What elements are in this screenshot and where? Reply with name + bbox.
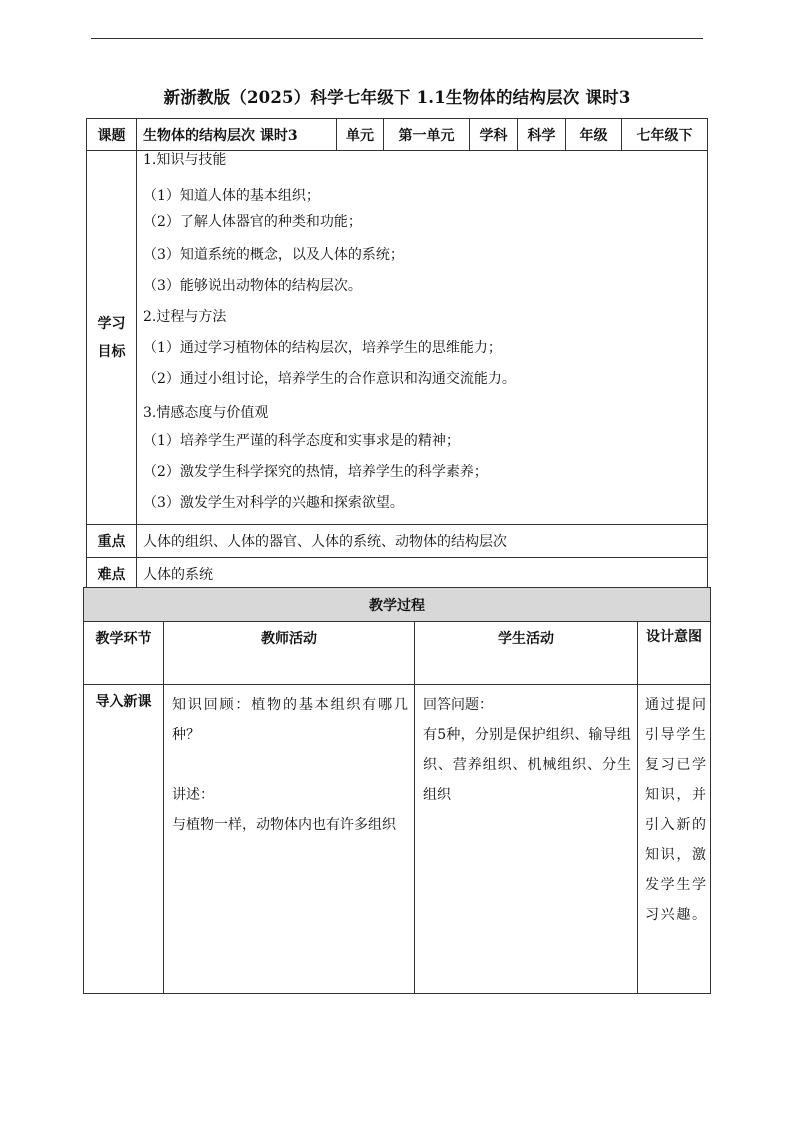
objective-item: （2）激发学生科学探究的热情，培养学生的科学素养；: [143, 464, 488, 480]
objectives-content: [137, 151, 708, 525]
header-rule: [91, 38, 703, 39]
grade-value: 七年级下: [622, 119, 708, 151]
column-design: 设计意图: [638, 622, 711, 685]
objective-item: （2）了解人体器官的种类和功能；: [143, 214, 362, 230]
teacher-narration-label: 讲述：: [172, 787, 214, 803]
objective-item: （1）通过学习植物体的结构层次，培养学生的思维能力；: [143, 340, 502, 356]
difficulty-value: 人体的系统: [137, 558, 708, 590]
process-column-header: [84, 622, 711, 685]
topic-label: 课题: [87, 119, 137, 151]
objective-heading: 1.知识与技能: [143, 152, 227, 168]
topic-value: 生物体的结构层次 课时3: [137, 119, 337, 151]
student-answer-label: 回答问题：: [423, 697, 493, 713]
column-teacher: 教师活动: [164, 622, 415, 685]
objectives-label-line2: 目标: [97, 343, 126, 360]
difficulty-row: [87, 558, 708, 590]
process-row: [84, 685, 711, 994]
objective-item: （3）知道系统的概念，以及人体的系统；: [143, 247, 404, 263]
column-stage: 教学环节: [84, 622, 164, 685]
objective-item: （3）激发学生对科学的兴趣和探索欲望。: [143, 495, 404, 511]
grade-label: 年级: [566, 119, 622, 151]
objective-item: （3）能够说出动物体的结构层次。: [143, 278, 362, 294]
objectives-label-line1: 学习: [97, 315, 126, 332]
document-title: 新浙教版（2025）科学七年级下 1.1生物体的结构层次 课时3: [163, 88, 631, 107]
subject-label: 学科: [470, 119, 518, 151]
stage-cell: 导入新课: [84, 685, 164, 994]
unit-value: 第一单元: [384, 119, 470, 151]
process-title: 教学过程: [84, 588, 711, 622]
objective-item: （1）知道人体的基本组织；: [143, 188, 320, 204]
design-intent-cell: [638, 685, 711, 994]
teacher-activity-cell: [164, 685, 415, 994]
column-student: 学生活动: [415, 622, 638, 685]
design-intent: 通过提问引导学生复习已学知识，并引入新的知识，激发学生学习兴趣。: [645, 697, 706, 923]
subject-value: 科学: [518, 119, 566, 151]
teacher-narration: 与植物一样，动物体内也有许多组织: [172, 817, 396, 833]
objective-item: （1）培养学生严谨的科学态度和实事求是的精神；: [143, 433, 460, 449]
objective-item: （2）通过小组讨论，培养学生的合作意识和沟通交流能力。: [143, 371, 516, 387]
student-answer: 有5种，分别是保护组织、输导组织、营养组织、机械组织、分生组织: [423, 727, 631, 803]
teaching-process-table: [83, 587, 711, 994]
student-activity-cell: [415, 685, 638, 994]
objectives-row: [87, 151, 708, 525]
lesson-info-table: [86, 118, 708, 590]
objectives-label: [87, 151, 137, 525]
key-point-value: 人体的组织、人体的器官、人体的系统、动物体的结构层次: [137, 525, 708, 558]
difficulty-label: 难点: [87, 558, 137, 590]
unit-label: 单元: [337, 119, 384, 151]
objective-heading: 2.过程与方法: [143, 309, 227, 325]
key-point-row: [87, 525, 708, 558]
objective-heading: 3.情感态度与价值观: [143, 405, 269, 421]
key-point-label: 重点: [87, 525, 137, 558]
process-title-row: [84, 588, 711, 622]
teacher-question: 知识回顾：植物的基本组织有哪几种？: [172, 697, 408, 743]
header-row: [87, 119, 708, 151]
